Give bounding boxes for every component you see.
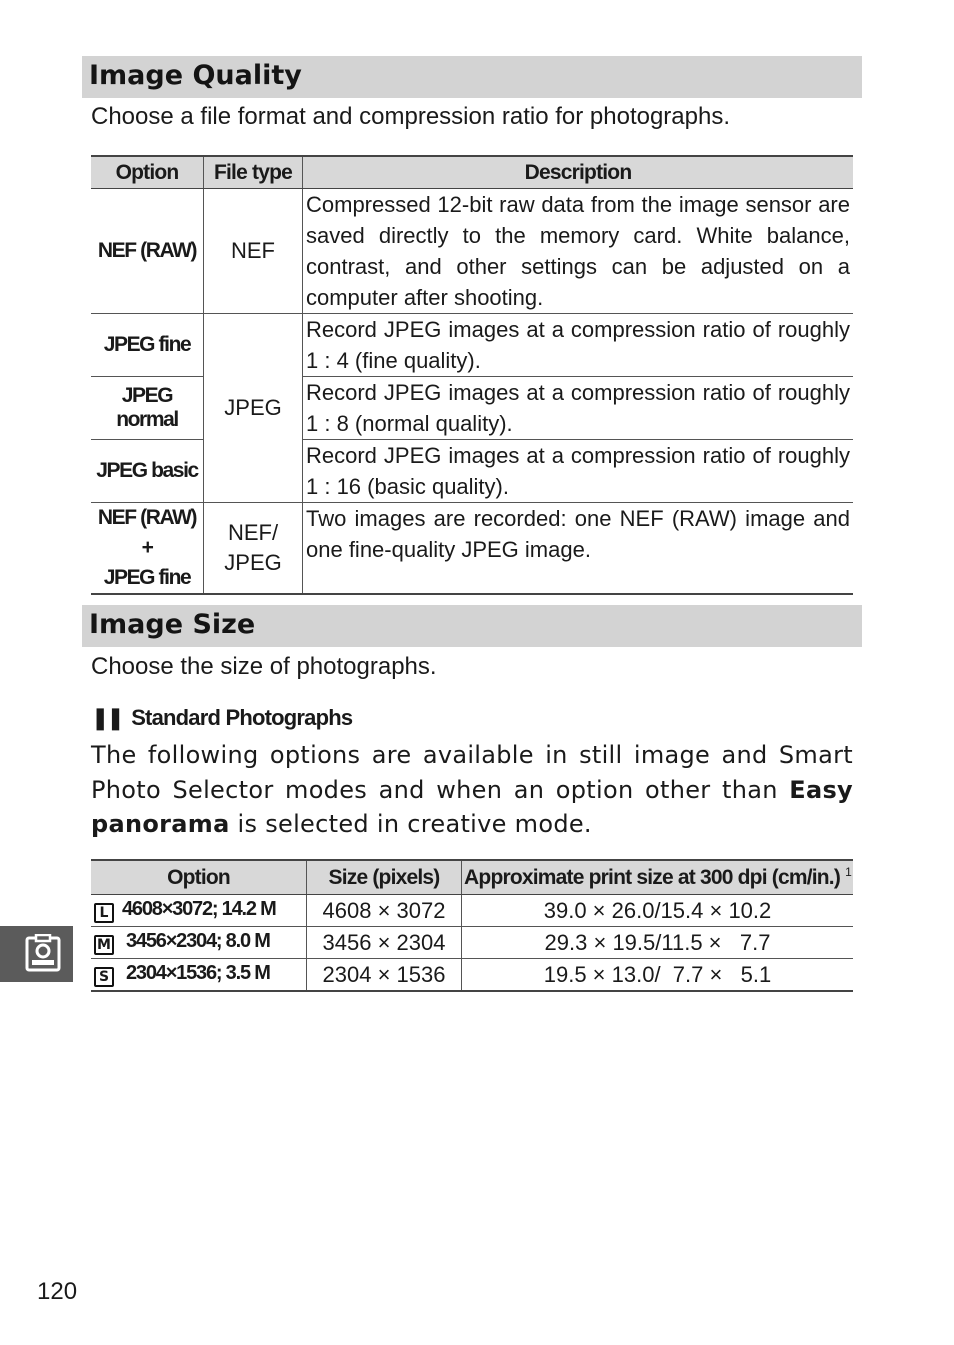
shooting-menu-tab (0, 926, 73, 982)
description-jpeg-basic: Record JPEG images at a compression ratio of roughly 1 : 16 (basic quality). (303, 440, 854, 503)
header-description: Description (303, 156, 854, 189)
option-nef-raw-jpeg-fine (91, 503, 204, 595)
option-jpeg-basic: JPEG basic (91, 440, 204, 503)
table-row (91, 927, 853, 959)
image-size-header (82, 605, 862, 647)
print-size-medium: 29.3 × 19.5/11.5 × 7.7 (462, 927, 854, 959)
image-quality-header (82, 56, 862, 98)
size-description-paragraph (91, 738, 853, 842)
description-jpeg-fine: Record JPEG images at a compression ratio of roughly 1 : 4 (fine quality). (303, 314, 854, 377)
table-row (91, 959, 853, 992)
size-option-label: 3456×2304; 8.0 M (126, 930, 270, 952)
subheading-marker-icon: ❚❚ (91, 706, 122, 731)
size-pixels-large: 4608 × 3072 (307, 895, 462, 927)
print-size-small: 19.5 × 13.0/ 7.7 × 5.1 (462, 959, 854, 992)
option-line-2: JPEG fine (103, 566, 191, 589)
standard-photographs-subheading (91, 705, 352, 731)
image-size-title: Image Size (89, 609, 256, 640)
footnote-marker: 1 (845, 865, 851, 879)
size-option-label: 2304×1536; 3.5 M (126, 962, 270, 984)
print-size-large: 39.0 × 26.0/15.4 × 10.2 (462, 895, 854, 927)
file-type-nef-jpeg (204, 503, 303, 595)
size-pixels-small: 2304 × 1536 (307, 959, 462, 992)
table-row (91, 895, 853, 927)
header-size-option: Option (91, 860, 307, 895)
file-type-nef: NEF (204, 189, 303, 314)
camera-menu-icon (24, 934, 62, 974)
table-row (91, 314, 853, 377)
paragraph-text-2: is selected in creative mode. (229, 810, 592, 838)
image-quality-title: Image Quality (89, 60, 302, 91)
table-row (91, 189, 853, 314)
small-size-icon: S (94, 967, 114, 987)
image-size-table (91, 859, 853, 992)
medium-size-icon: M (94, 935, 114, 955)
option-jpeg-fine: JPEG fine (91, 314, 204, 377)
size-pixels-medium: 3456 × 2304 (307, 927, 462, 959)
header-print-size (462, 860, 854, 895)
size-option-small (91, 959, 307, 992)
file-type-line-2: JPEG (224, 550, 282, 575)
header-file-type: File type (204, 156, 303, 189)
header-option: Option (91, 156, 204, 189)
image-size-intro: Choose the size of photographs. (91, 653, 437, 680)
description-jpeg-normal: Record JPEG images at a compression ratio of roughly 1 : 8 (normal quality). (303, 377, 854, 440)
table-header-row (91, 860, 853, 895)
image-quality-table (91, 155, 853, 595)
page-number: 120 (37, 1278, 78, 1305)
size-option-label: 4608×3072; 14.2 M (122, 898, 276, 920)
header-size-pixels: Size (pixels) (307, 860, 462, 895)
file-type-jpeg: JPEG (204, 314, 303, 503)
size-option-large (91, 895, 307, 927)
option-nef-raw: NEF (RAW) (91, 189, 204, 314)
size-option-medium (91, 927, 307, 959)
paragraph-bold-easy-panorama: Easy panorama (91, 775, 853, 838)
large-size-icon: L (94, 903, 114, 923)
description-nef-raw-jpeg-fine: Two images are recorded: one NEF (RAW) image and one fine-quality JPEG image. (303, 503, 854, 595)
table-header-row (91, 156, 853, 189)
paragraph-text-1: The following options are available in still image and Smart Photo Selector modes and when an option other than (91, 741, 853, 804)
option-line-1: NEF (RAW) + (97, 506, 197, 559)
subheading-text: Standard Photographs (131, 705, 353, 730)
option-jpeg-normal: JPEG normal (91, 377, 204, 440)
header-print-size-text: Approximate print size at 300 dpi (cm/in.) (464, 866, 841, 889)
file-type-line-1: NEF/ (227, 520, 279, 545)
description-nef-raw: Compressed 12-bit raw data from the image sensor are saved directly to the memory card. White balance, contrast, and other settings can be adjusted on a computer after shooting. (303, 189, 854, 314)
table-row (91, 503, 853, 595)
image-quality-intro: Choose a file format and compression ratio for photographs. (91, 103, 731, 130)
